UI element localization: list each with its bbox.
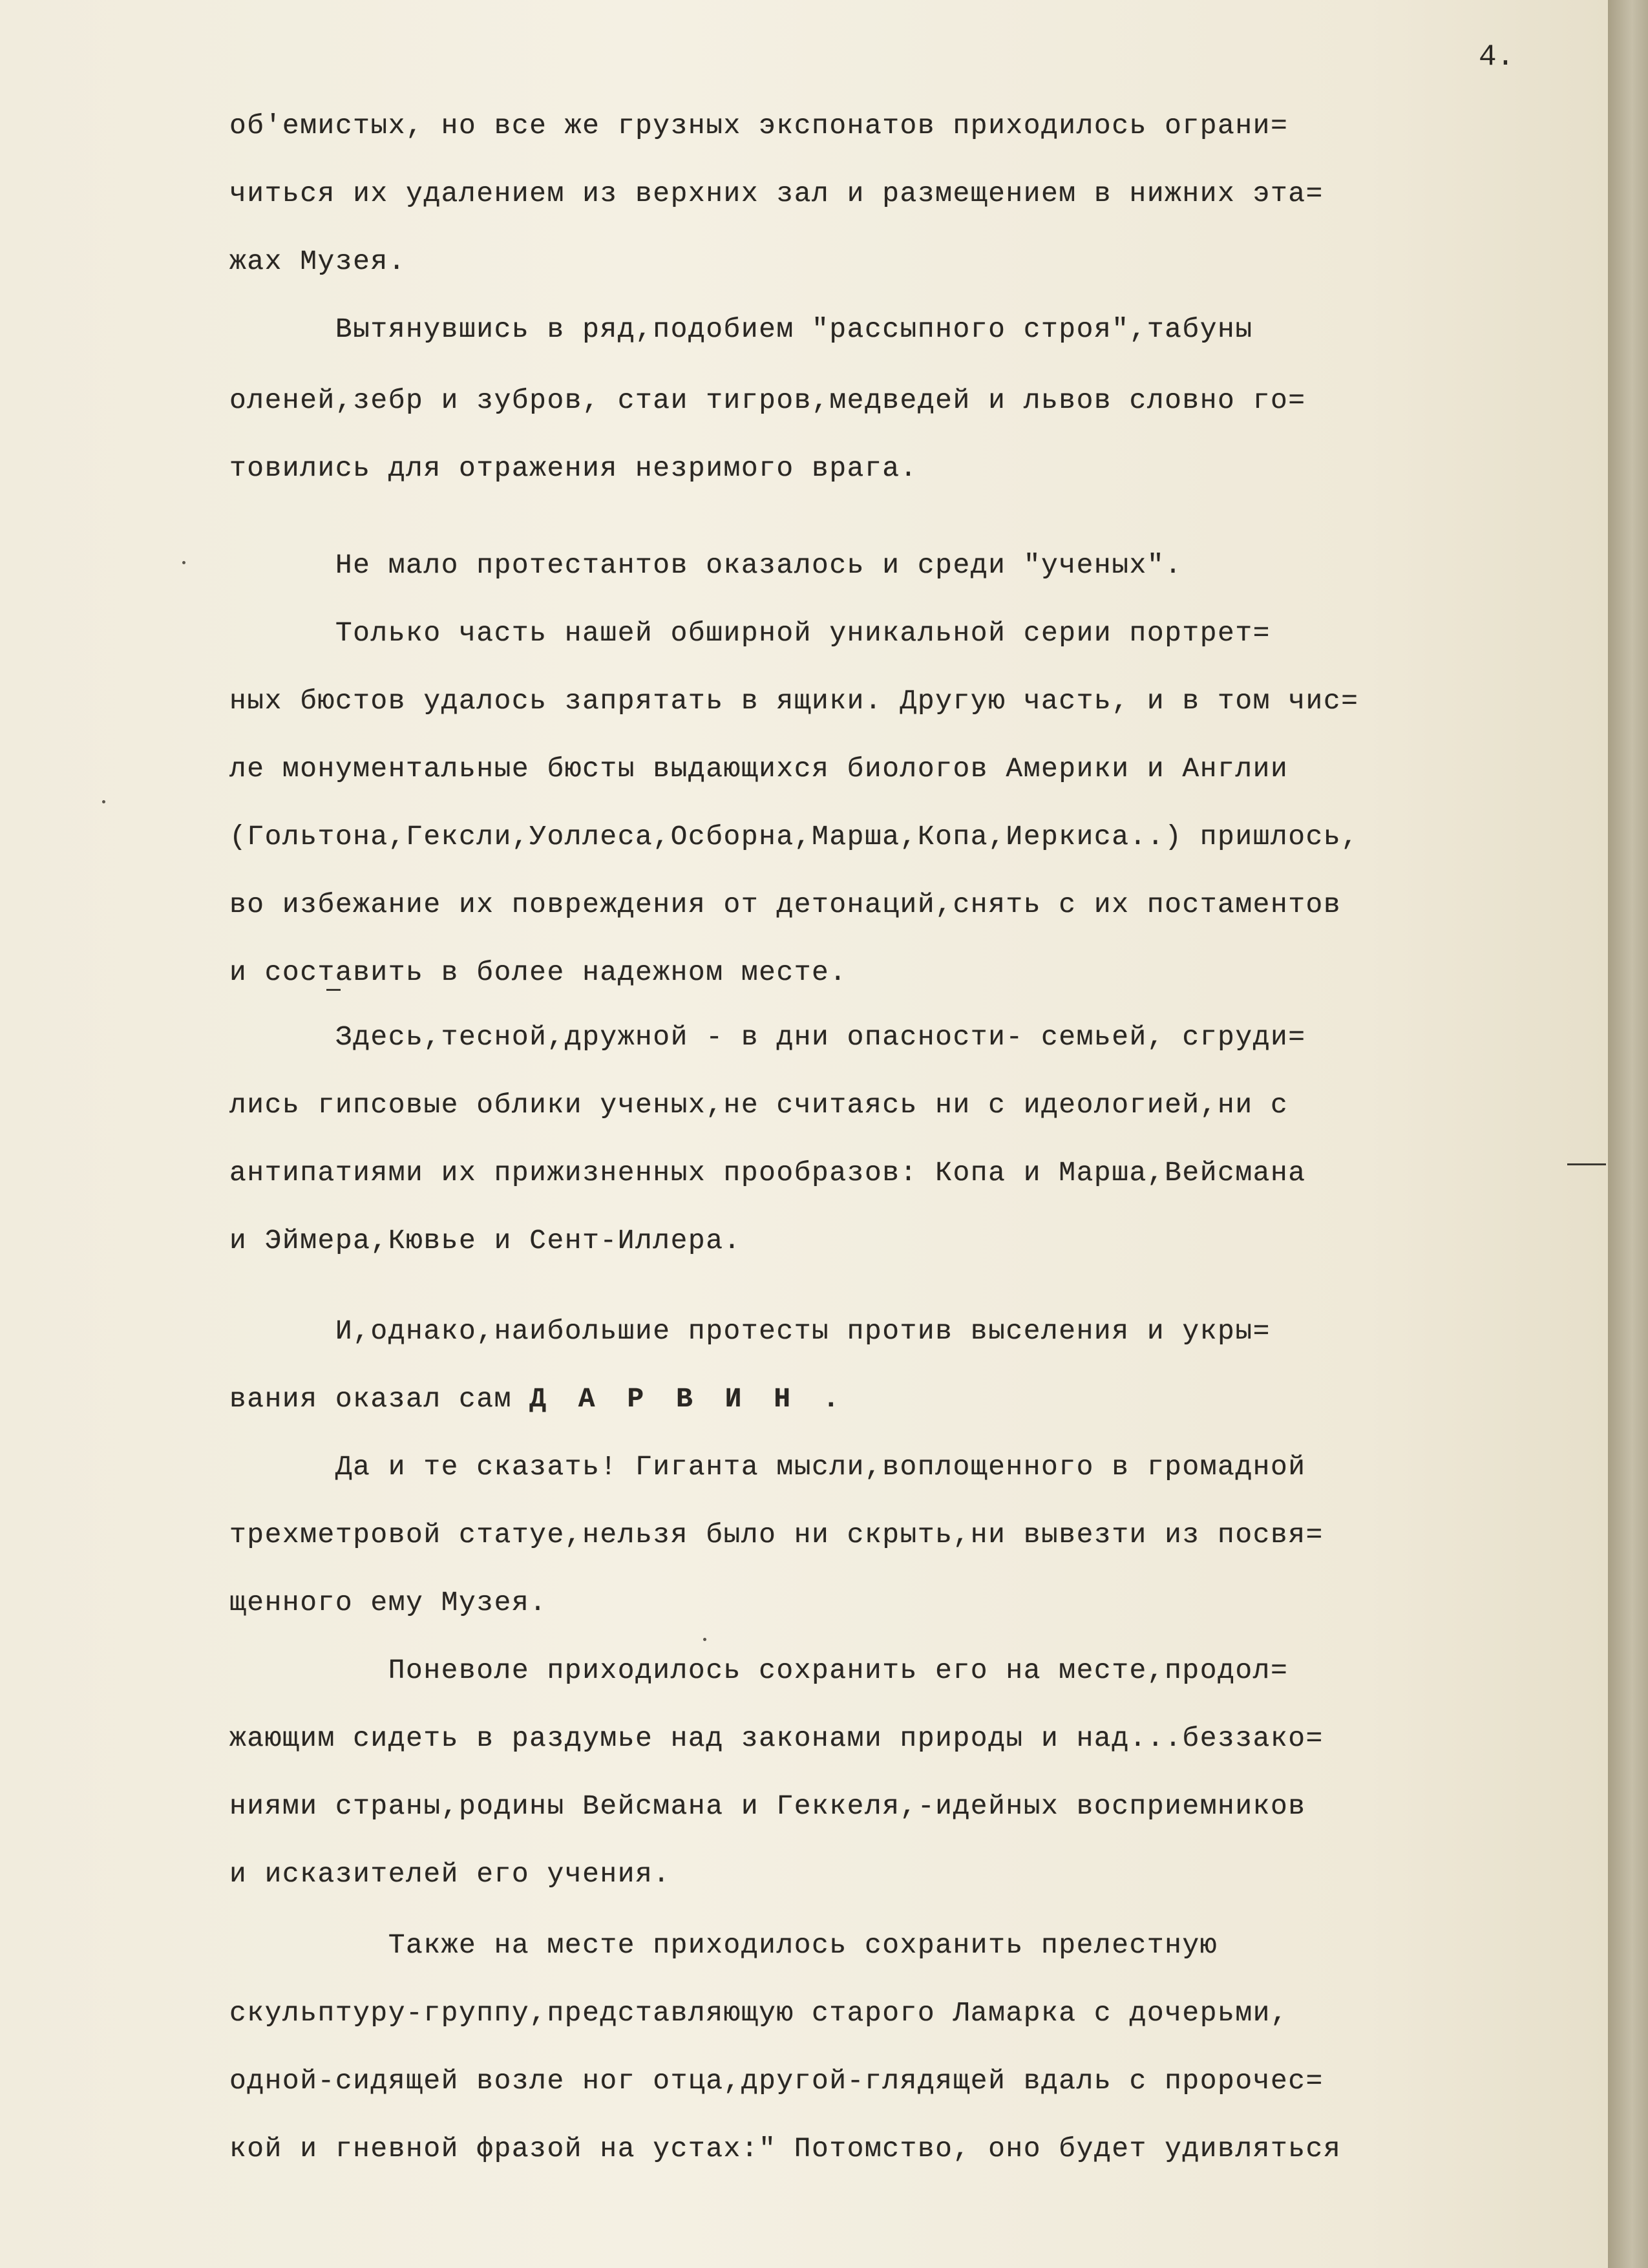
text-line-24: жающим сидеть в раздумье над законами природы и над...беззако= [229,1722,1324,1754]
text-line-19-start: вания оказал сам [229,1383,530,1415]
text-line-28: скульптуру-группу,представляющую старого Ламарка с дочерьми, [229,1997,1289,2029]
page-edge [1608,0,1648,2268]
text-line-25: ниями страны,родины Вейсмана и Геккеля,-идейных восприемников [229,1790,1306,1822]
text-line-22: щенного ему Музея. [229,1587,547,1618]
text-line-29: одной-сидящей возле ног отца,другой-глядящей вдаль с пророчес= [229,2065,1324,2097]
text-line-3: жах Музея. [229,246,407,277]
text-line-12: во избежание их повреждения от детонаций,снять с их постаментов [229,889,1342,920]
text-line-9: ных бюстов удалось запрятать в ящики. Другую часть, и в том чис= [229,685,1359,717]
text-line-4: Вытянувшись в ряд,подобием "рассыпного строя",табуны [229,313,1253,345]
text-line-23: Поневоле приходилось сохранить его на месте,продол= [229,1655,1289,1686]
text-line-10: ле монументальные бюсты выдающихся биологов Америки и Англии [229,753,1289,785]
text-line-21: трехметровой статуе,нельзя было ни скрыть,ни вывезти из посвя= [229,1519,1324,1551]
text-line-8: Только часть нашей обширной уникальной серии портрет= [229,617,1271,649]
text-line-15: лись гипсовые облики ученых,не считаясь ни с идеологией,ни с [229,1089,1289,1121]
text-line-27: Также на месте приходилось сохранить прелестную [229,1929,1218,1961]
margin-pencil-mark [1567,1163,1606,1165]
text-line-16: антипатиями их прижизненных прообразов: Копа и Марша,Вейсмана [229,1157,1306,1189]
text-line-20: Да и те сказать! Гиганта мысли,воплощенного в громадной [229,1451,1306,1483]
text-line-30: кой и гневной фразой на устах:" Потомство, оно будет удивляться [229,2133,1342,2165]
paper-speck [102,800,105,803]
text-line-2: читься их удалением из верхних зал и размещением в нижних эта= [229,178,1324,209]
text-line-6: товились для отражения незримого врага. [229,452,918,484]
paper-speck [182,561,185,564]
page-number: 4. [1479,40,1515,74]
text-line-5: оленей,зебр и зубров, стаи тигров,медведей и львов словно го= [229,385,1306,416]
text-line-18: И,однако,наибольшие протесты против выселения и укры= [229,1315,1271,1347]
margin-pencil-mark [326,989,341,991]
text-line-11: (Гольтона,Гексли,Уоллеса,Осборна,Марша,Копа,Иеркиса..) пришлось, [229,821,1359,853]
text-line-26: и исказителей его учения. [229,1858,671,1890]
text-line-19 [229,1383,847,1415]
text-line-1: об'емистых, но все же грузных экспонатов приходилось ограни= [229,110,1289,142]
paper-speck [703,1638,706,1641]
text-line-7: Не мало протестантов оказалось и среди "ученых". [229,549,1183,581]
darwin-name: Д А Р В И Н . [529,1383,847,1415]
text-line-17: и Эймера,Кювье и Сент-Иллера. [229,1225,741,1256]
text-line-14: Здесь,тесной,дружной - в дни опасности- семьей, сгруди= [229,1021,1306,1053]
text-line-13: и составить в более надежном месте. [229,957,847,988]
